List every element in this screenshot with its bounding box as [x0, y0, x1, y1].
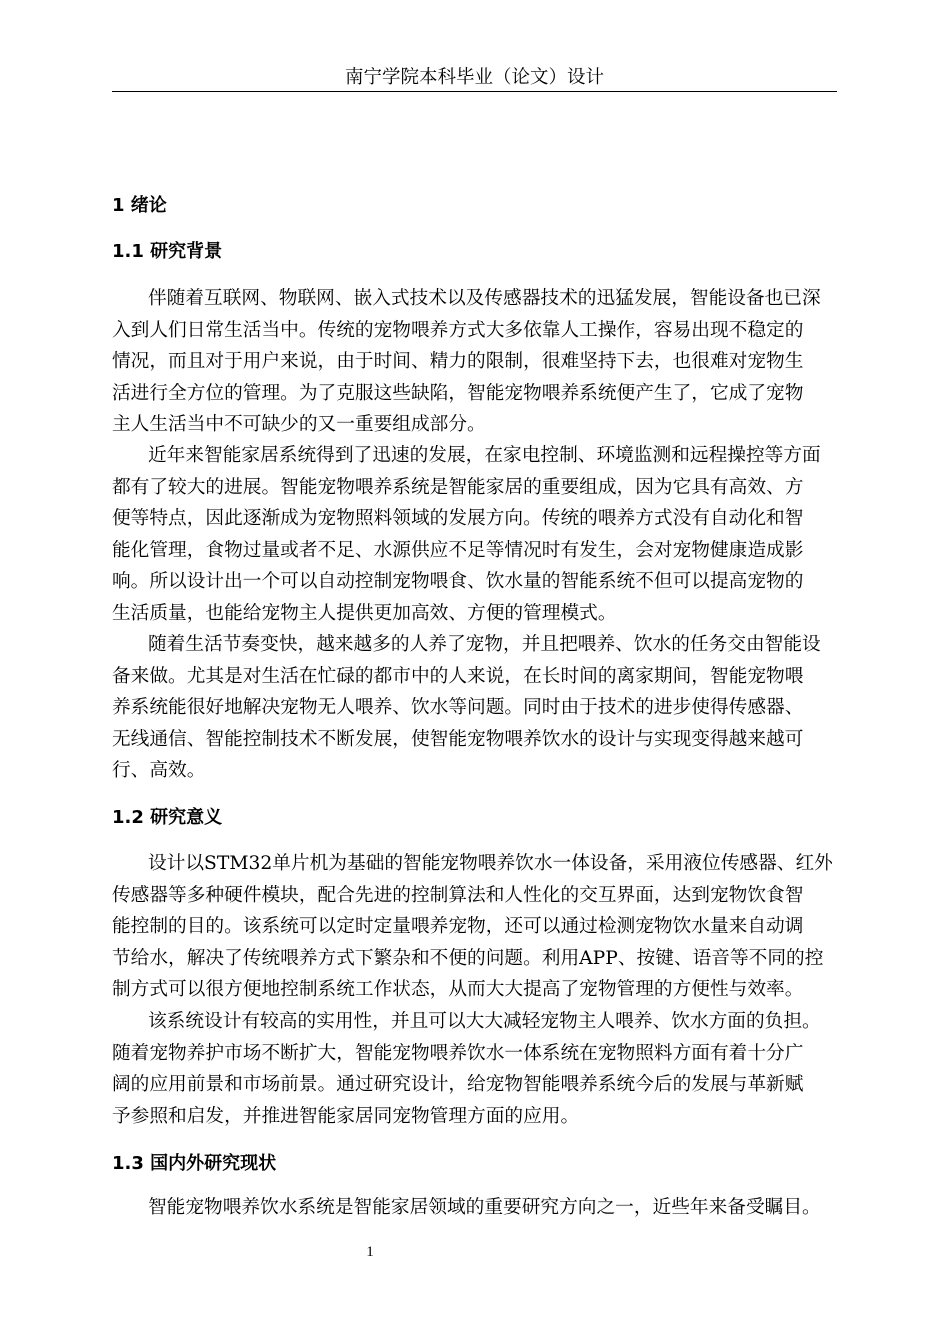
- text-line: 响。所以设计出一个可以自动控制宠物喂食、饮水量的智能系统不但可以提高宠物的: [112, 571, 804, 592]
- text-line: 智能宠物喂养饮水系统是智能家居领域的重要研究方向之一，近些年来备受瞩目。: [148, 1197, 821, 1218]
- text-line: 随着生活节奏变快，越来越多的人养了宠物，并且把喂养、饮水的任务交由智能设: [148, 634, 821, 655]
- text-line: 养系统能很好地解决宠物无人喂养、饮水等问题。同时由于技术的进步使得传感器、: [112, 697, 804, 718]
- running-header: 南宁学院本科毕业（论文）设计: [344, 67, 604, 88]
- page-number: 1: [366, 1244, 374, 1260]
- text-line: 阔的应用前景和市场前景。通过研究设计，给宠物智能喂养系统今后的发展与革新赋: [112, 1074, 804, 1095]
- paragraph: [112, 1192, 840, 1224]
- text-line: 生活质量，也能给宠物主人提供更加高效、方便的管理模式。: [112, 602, 617, 624]
- text-line: 都有了较大的进展。智能宠物喂养系统是智能家居的重要组成，因为它具有高效、方: [112, 476, 804, 498]
- text-line: 无线通信、智能控制技术不断发展，使智能宠物喂养饮水的设计与实现变得越来越可: [112, 728, 804, 750]
- section-heading: 1.1 研究背景: [112, 241, 223, 262]
- text-line: 能化管理，食物过量或者不足、水源供应不足等情况时有发生，会对宠物健康造成影: [112, 539, 804, 561]
- text-line: 情况，而且对于用户来说，由于时间、精力的限制，很难坚持下去，也很难对宠物生: [112, 351, 804, 372]
- section-heading: 1.2 研究意义: [112, 807, 223, 828]
- text-line: 入到人们日常生活当中。传统的宠物喂养方式大多依靠人工操作，容易出现不稳定的: [112, 319, 804, 341]
- section-heading: 1.3 国内外研究现状: [112, 1153, 277, 1174]
- text-line: 近年来智能家居系统得到了迅速的发展，在家电控制、环境监测和远程操控等方面: [148, 445, 821, 466]
- text-line: 设计以STM32单片机为基础的智能宠物喂养饮水一体设备，采用液位传感器、红外: [148, 853, 833, 874]
- paragraph: [112, 283, 840, 441]
- chapter-heading: 1 绪论: [112, 195, 167, 216]
- text-line: 便等特点，因此逐渐成为宠物照料领域的发展方向。传统的喂养方式没有自动化和智: [112, 508, 804, 529]
- text-line: 节给水，解决了传统喂养方式下繁杂和不便的问题。利用APP、按键、语音等不同的控: [112, 947, 824, 969]
- text-line: 随着宠物养护市场不断扩大，智能宠物喂养饮水一体系统在宠物照料方面有着十分广: [112, 1042, 804, 1064]
- text-line: 活进行全方位的管理。为了克服这些缺陷，智能宠物喂养系统便产生了，它成了宠物: [112, 382, 804, 404]
- paragraph: [112, 629, 840, 787]
- text-line: 主人生活当中不可缺少的又一重要组成部分。: [112, 414, 486, 435]
- text-line: 备来做。尤其是对生活在忙碌的都市中的人来说，在长时间的离家期间，智能宠物喂: [112, 665, 804, 687]
- text-line: 传感器等多种硬件模块，配合先进的控制算法和人性化的交互界面，达到宠物饮食智: [112, 884, 804, 906]
- text-line: 该系统设计有较高的实用性，并且可以大大减轻宠物主人喂养、饮水方面的负担。: [148, 1011, 821, 1032]
- paragraph: [112, 848, 840, 1006]
- text-line: 予参照和启发，并推进智能家居同宠物管理方面的应用。: [112, 1105, 580, 1127]
- text-line: 制方式可以很方便地控制系统工作状态，从而大大提高了宠物管理的方便性与效率。: [112, 979, 804, 1000]
- header-rule: [112, 91, 837, 92]
- paragraph: [112, 1006, 840, 1132]
- paragraph: [112, 440, 840, 629]
- text-line: 行、高效。: [112, 760, 206, 781]
- text-line: 伴随着互联网、物联网、嵌入式技术以及传感器技术的迅猛发展，智能设备也已深: [148, 288, 821, 309]
- text-line: 能控制的目的。该系统可以定时定量喂养宠物，还可以通过检测宠物饮水量来自动调: [112, 916, 804, 937]
